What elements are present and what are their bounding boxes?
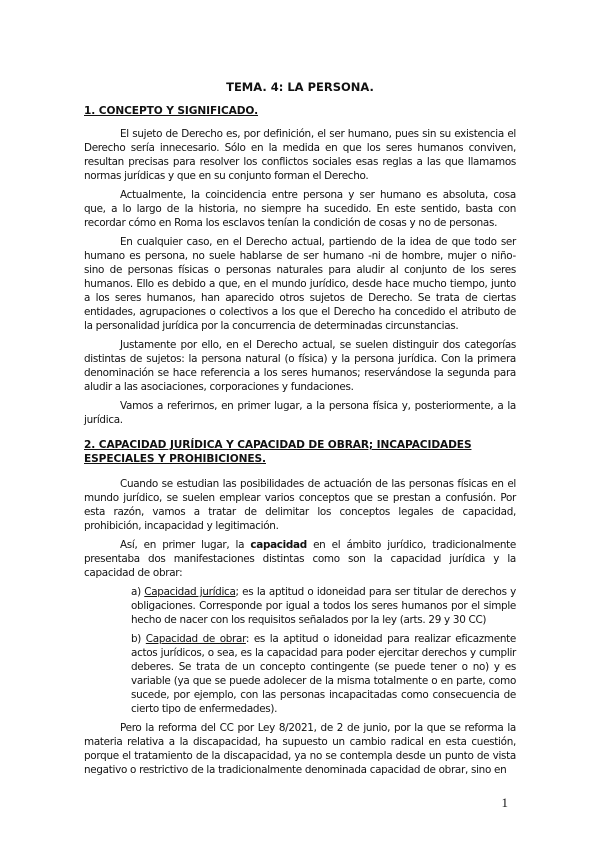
paragraph: En cualquier caso, en el Derecho actual, partiendo de la idea de que todo ser humano es persona, no suele hablarse de ser humano -ni de hombre, mujer o niño- sino de personas físicas o personas naturales para aludir al conjunto de los seres humanos. Ello es debido a que, en el mundo jurídico, desde hace mucho tiempo, junto a los seres humanos, han aparecido otros sujetos de Derecho. Se trata de ciertas entidades, agrupaciones o colectivos a los que el Derecho ha concedido el atributo de la personalidad jurídica por la concurrencia de determinadas circunstancias. [84,236,516,332]
text: Así, en primer lugar, la [120,539,251,551]
paragraph: Cuando se estudian las posibilidades de actuación de las personas físicas en el mundo jurídico, se suelen emplear varios conceptos que se prestan a confusión. Por esta razón, vamos a tratar de delimitar los conceptos legales de capacidad, prohibición, incapacidad y legitimación. [84,478,516,532]
item-text: : es la aptitud o idoneidad para realizar eficazmente actos jurídicos, o sea, es la capacidad para poder ejercitar derechos y cumplir deberes. Se trata de un concepto contingente (se puede tener o no) y es variable (ya que se puede adolecer de la misma totalmente o en parte, como sucede, por ejemplo, con las personas incapacitadas como consecuencia de cierto tipo de enfermedades). [131,633,516,715]
paragraph: Justamente por ello, en el Derecho actual, se suelen distinguir dos categorías distintas de sujetos: la persona natural (o física) y la persona jurídica. Con la primera denominación se hace referencia a los seres humanos; reservándose la segunda para aludir a las asociaciones, corporaciones y fundaciones. [84,339,516,393]
paragraph: Vamos a referirnos, en primer lugar, a la persona física y, posteriormente, a la jurídica. [84,400,516,426]
section-1-heading: 1. CONCEPTO Y SIGNIFICADO. [84,105,259,117]
paragraph: Actualmente, la coincidencia entre persona y ser humano es absoluta, cosa que, a lo largo de la historia, no siempre ha sucedido. En este sentido, basta con recordar cómo en Roma los esclavos tenían la condición de cosas y no de personas. [84,189,516,229]
item-term: Capacidad jurídica [144,586,236,598]
item-prefix: b) [131,633,146,645]
page-number: 1 [501,795,508,810]
section-2-heading: 2. CAPACIDAD JURÍDICA Y CAPACIDAD DE OBRAR; INCAPACIDADES ESPECIALES Y PROHIBICIONES. [84,439,472,465]
item-term: Capacidad de obrar [145,633,246,645]
document-title: TEMA. 4: LA PERSONA. [226,80,374,94]
item-text: ; es la aptitud o idoneidad para ser titular de derechos y obligaciones. Corresponde por igual a todos los seres humanos por el simple hecho de nacer con los requisitos señalados por la ley (arts. 29 y 30 CC) [131,586,517,626]
paragraph: El sujeto de Derecho es, por definición, el ser humano, pues sin su existencia el Derecho sería innecesario. Sólo en la medida en que los seres humanos conviven, resultan precisas para resolver los conflictos sociales esas reglas a las que llamamos normas jurídicas y que en su conjunto forman el Derecho. [84,128,516,182]
list-item-a [131,585,516,627]
item-prefix: a) [131,586,145,598]
list-item-b [131,632,516,716]
text: en el ámbito jurídico, tradicionalmente presentaba dos manifestaciones distintas como son la capacidad jurídica y la capacidad de obrar: [84,539,516,579]
bold-term: capacidad [250,539,307,551]
paragraph [84,538,516,580]
paragraph: Pero la reforma del CC por Ley 8/2021, de 2 de junio, por la que se reforma la materia relativa a la discapacidad, ha supuesto un cambio radical en esta cuestión, porque el tratamiento de la discapacidad, ya no se contempla desde un punto de vista negativo o restrictivo de la tradicionalmente denominada capacidad de obrar, sino en [84,722,516,776]
document-page [84,0,516,811]
